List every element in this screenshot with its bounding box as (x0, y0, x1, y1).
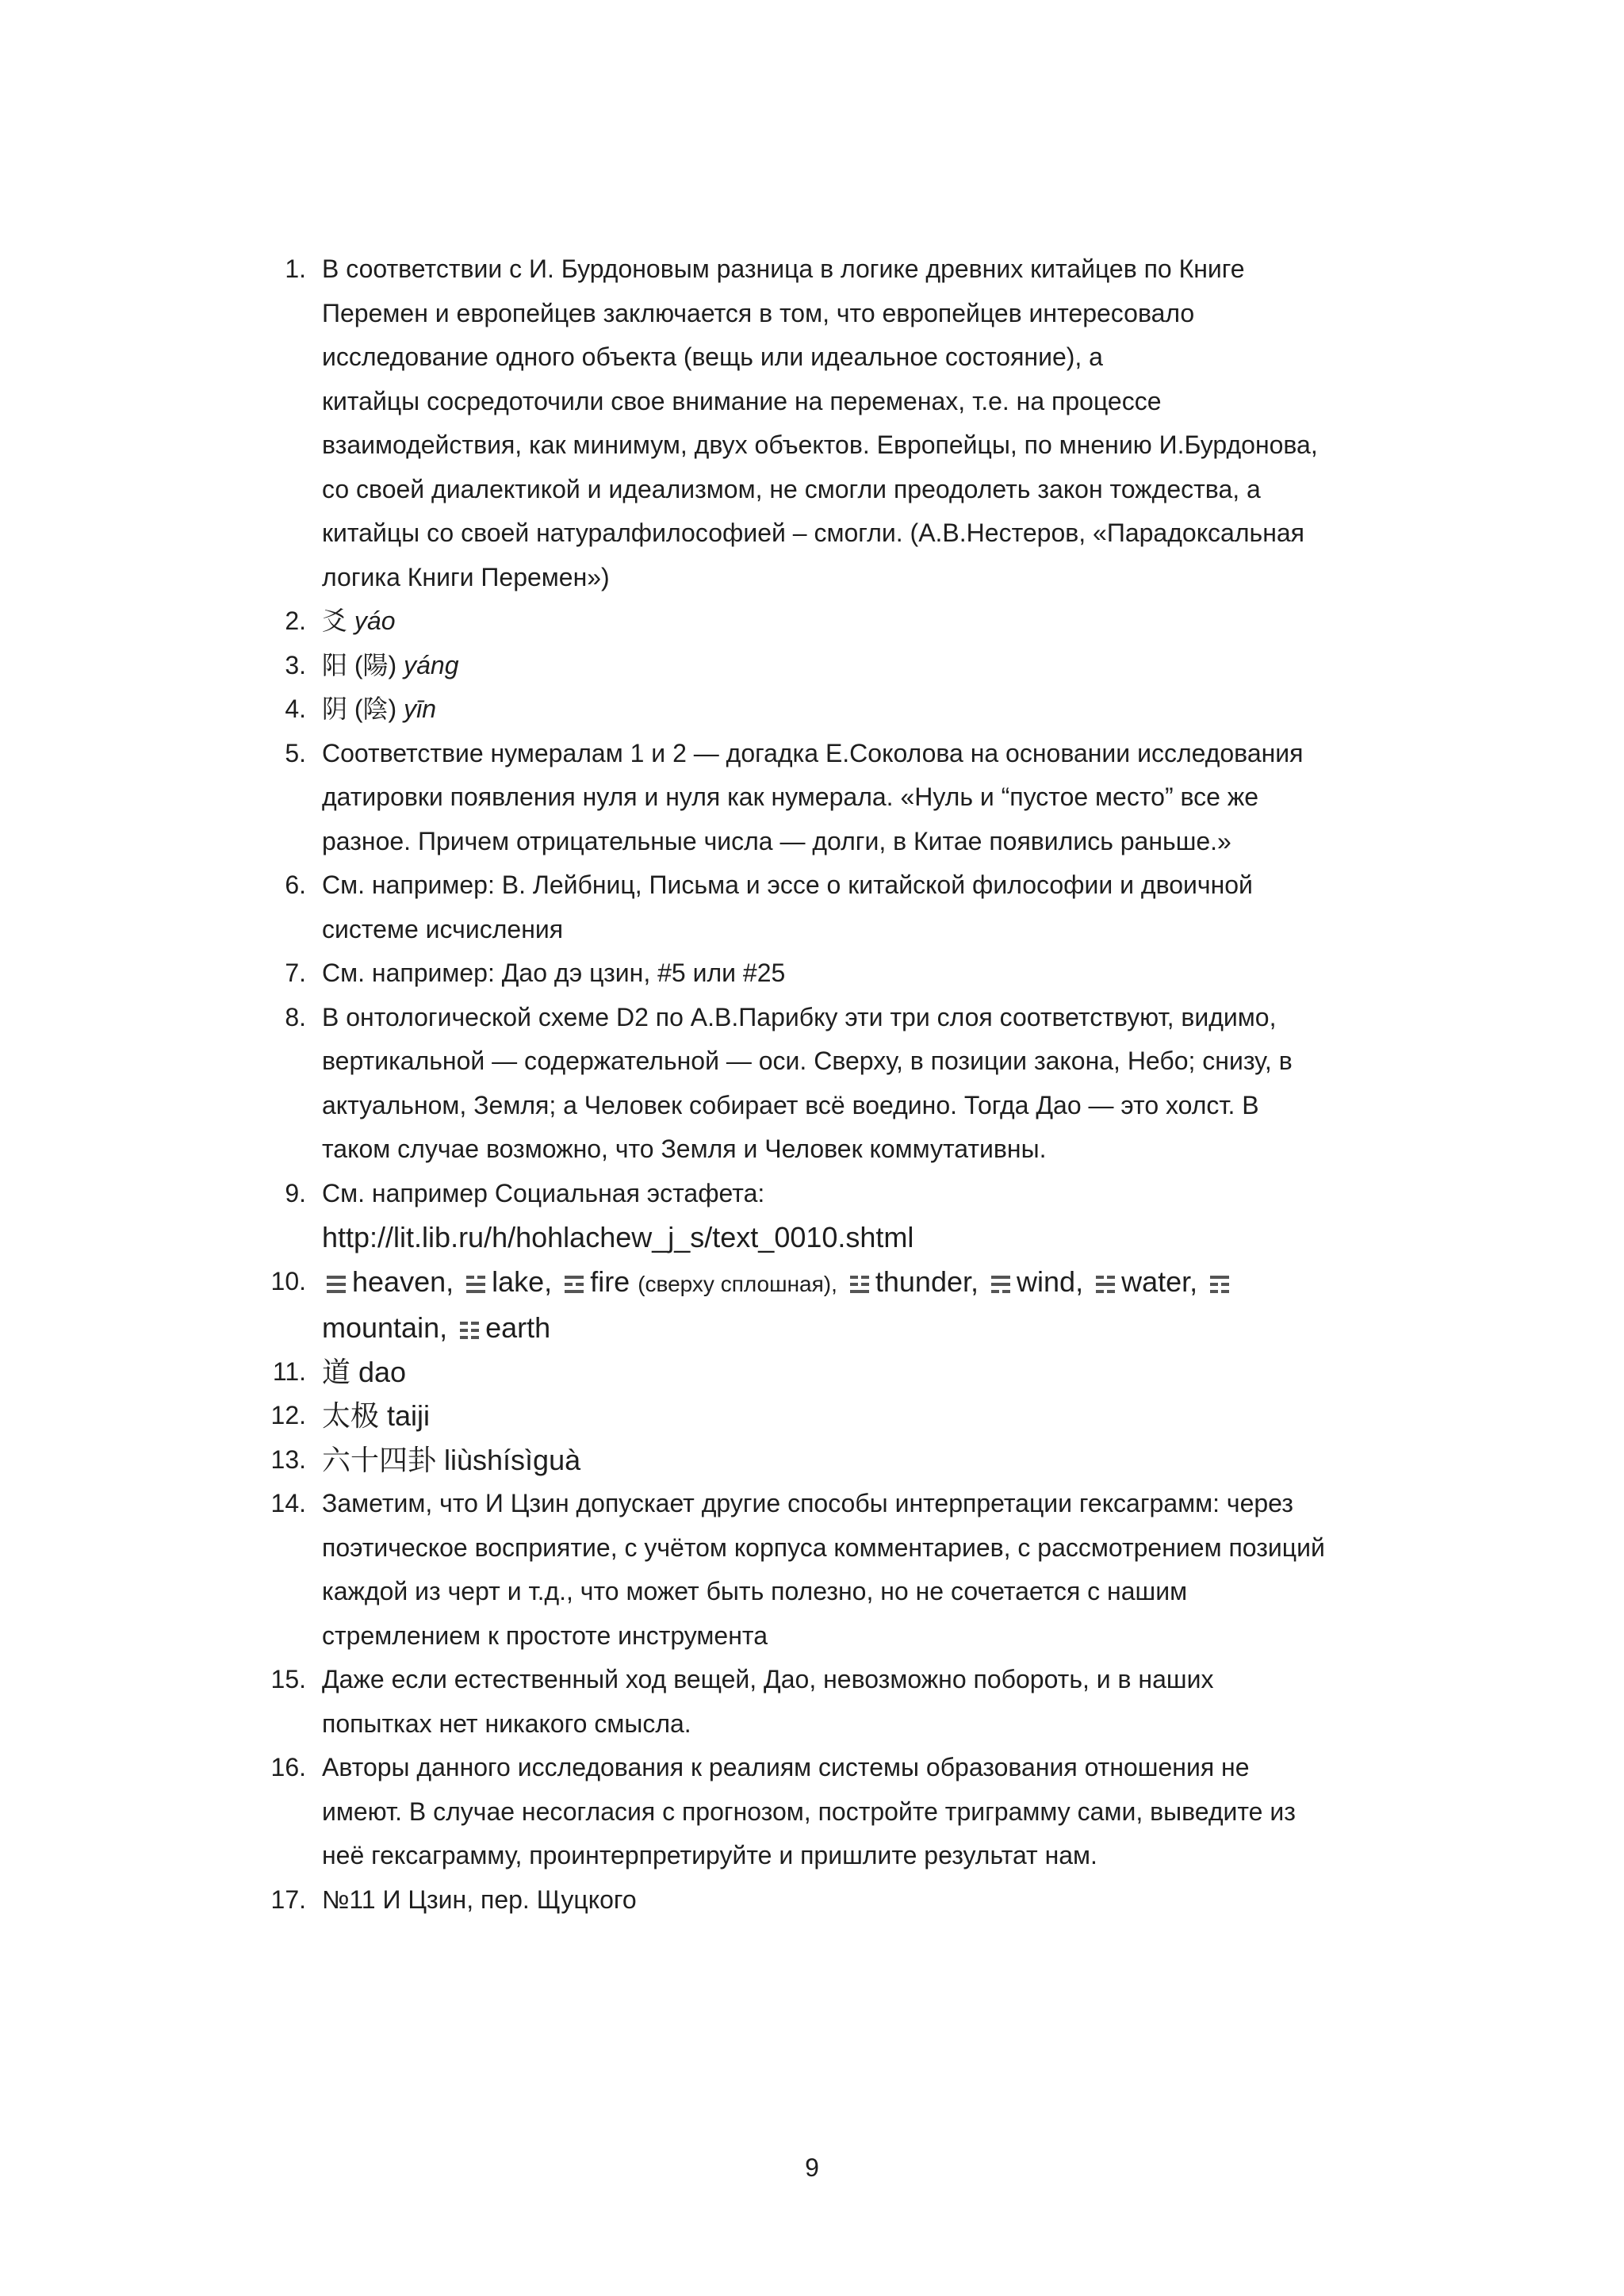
footnote-14 (266, 1482, 1369, 1658)
footnote-number: 10. (270, 1266, 306, 1295)
footnote-text (322, 1658, 1369, 1746)
footnote-number: 8. (285, 1002, 306, 1031)
trigram-label: fire (590, 1265, 630, 1298)
footnote-9 (266, 1172, 1369, 1260)
footnote-7 (266, 951, 1369, 996)
text-line: взаимодействия, как минимум, двух объектов. Европейцы, по мнению И.Бурдонова, (322, 430, 1318, 459)
footnote-2 (266, 599, 1369, 644)
trigram-label: thunder, (875, 1265, 979, 1298)
text-line: исследование одного объекта (вещь или идеальное состояние), а (322, 342, 1103, 371)
footnote-number: 14. (270, 1489, 306, 1517)
hanzi: 阴 (陰) (322, 695, 397, 723)
footnote-4 (266, 687, 1369, 732)
url-link[interactable]: http://lit.lib.ru/h/hohlachew_j_s/text_0010.shtml (322, 1221, 914, 1253)
footnote-number: 4. (285, 695, 306, 723)
footnote-number: 15. (270, 1665, 306, 1693)
text-line: китайцы сосредоточили свое внимание на переменах, т.е. на процессе (322, 386, 1162, 415)
hanzi: 阳 (陽) (322, 650, 397, 679)
pinyin: yáng (404, 650, 459, 679)
footnote-1 (266, 247, 1369, 599)
footnote-text (322, 863, 1369, 951)
text-line: датировки появления нуля и нуля как нумерала. «Нуль и “пустое место” все же (322, 783, 1259, 811)
footnote-text (322, 1172, 1369, 1260)
footnote-12 (266, 1394, 1369, 1438)
text-line: 六十四卦 liùshísìguà (322, 1443, 581, 1476)
trigram-water-icon (1096, 1276, 1115, 1293)
footnote-number: 3. (285, 650, 306, 679)
footnote-text (322, 247, 1369, 599)
footnote-number: 12. (270, 1401, 306, 1429)
text-line: См. например: Дао дэ цзин, #5 или #25 (322, 959, 786, 987)
page-number: 9 (805, 2153, 819, 2182)
text-line: Соответствие нумералам 1 и 2 — догадка Е.Соколова на основании исследования (322, 738, 1304, 767)
footnote-11 (266, 1350, 1369, 1395)
text-line: таком случае возможно, что Земля и Человек коммутативны. (322, 1135, 1047, 1163)
text-line: 太极 taiji (322, 1399, 431, 1432)
footnote-text (322, 1746, 1369, 1878)
text-line: №11 И Цзин, пер. Щуцкого (322, 1885, 637, 1914)
footnote-text (322, 599, 1369, 644)
text-line: Авторы данного исследования к реалиям системы образования отношения не (322, 1753, 1250, 1781)
footnote-text (322, 732, 1369, 864)
text-line: 道 dao (322, 1355, 407, 1388)
footnote-number: 9. (285, 1178, 306, 1207)
trigram-heaven-icon (327, 1276, 346, 1293)
text-line: китайцы со своей натуралфилософией – смогли. (А.В.Нестеров, «Парадоксальная (322, 519, 1304, 547)
trigram-fire-icon (565, 1276, 584, 1293)
text-line: См. например: В. Лейбниц, Письма и эссе о китайской философии и двоичной (322, 871, 1253, 899)
text-line: попытках нет никакого смысла. (322, 1709, 691, 1738)
footnote-text (322, 687, 1369, 732)
text-line: Перемен и европейцев заключается в том, что европейцев интересовало (322, 298, 1195, 327)
pinyin: yáo (354, 607, 396, 635)
text-line: Даже если естественный ход вещей, Дао, невозможно побороть, и в наших (322, 1665, 1214, 1693)
trigram-label: wind, (1017, 1265, 1084, 1298)
trigram-label: earth (485, 1311, 551, 1344)
footnote-number: 2. (285, 607, 306, 635)
footnote-text (322, 644, 1369, 688)
footnote-16 (266, 1746, 1369, 1878)
footnote-number: 6. (285, 871, 306, 899)
footnote-number: 17. (270, 1885, 306, 1914)
text-line: со своей диалектикой и идеализмом, не смогли преодолеть закон тождества, а (322, 474, 1261, 503)
footnote-number: 11. (272, 1357, 306, 1386)
footnote-text (322, 1350, 1369, 1395)
footnote-15 (266, 1658, 1369, 1746)
footnote-text (322, 1878, 1369, 1923)
footnote-5 (266, 732, 1369, 864)
text-line: вертикальной — содержательной — оси. Сверху, в позиции закона, Небо; снизу, в (322, 1047, 1293, 1075)
trigram-mountain-icon (1210, 1276, 1229, 1293)
text-line: В соответствии с И. Бурдоновым разница в логике древних китайцев по Книге (322, 254, 1245, 283)
footnote-number: 13. (270, 1445, 306, 1474)
footnote-number: 1. (285, 254, 306, 283)
text-line: Заметим, что И Цзин допускает другие способы интерпретации гексаграмм: через (322, 1489, 1293, 1517)
trigram-lake-icon (466, 1276, 485, 1293)
text-line: системе исчисления (322, 914, 564, 943)
footnote-number: 7. (285, 959, 306, 987)
pinyin: yīn (404, 695, 437, 723)
text-line: См. например Социальная эстафета: (322, 1178, 765, 1207)
footnote-text (322, 1482, 1369, 1658)
hanzi: 爻 (322, 607, 348, 635)
text-line: каждой из черт и т.д., что может быть полезно, но не сочетается с нашим (322, 1577, 1188, 1605)
trigram-label: mountain, (322, 1311, 448, 1344)
text-line: поэтическое восприятие, с учётом корпуса комментариев, с рассмотрением позиций (322, 1533, 1325, 1562)
trigram-label: lake, (492, 1265, 553, 1298)
trigram-note: (сверху сплошная), (638, 1271, 837, 1296)
footnote-number: 5. (285, 738, 306, 767)
text-line: неё гексаграмму, проинтерпретируйте и пришлите результат нам. (322, 1841, 1097, 1869)
text-line: стремлением к простоте инструмента (322, 1621, 768, 1650)
trigram-thunder-icon (850, 1276, 869, 1293)
footnote-text (322, 951, 1369, 996)
footnote-text (322, 1438, 1369, 1483)
footnote-10 (266, 1260, 1369, 1350)
text-line: логика Книги Перемен») (322, 562, 610, 591)
footnote-text (322, 1260, 1369, 1350)
trigram-label: heaven, (352, 1265, 454, 1298)
footnote-text (322, 996, 1369, 1172)
text-line: В онтологической схеме D2 по А.В.Парибку эти три слоя соответствуют, видимо, (322, 1002, 1277, 1031)
footnote-3 (266, 644, 1369, 688)
footnote-17 (266, 1878, 1369, 1923)
footnote-number: 16. (270, 1753, 306, 1781)
text-line: разное. Причем отрицательные числа — долги, в Китае появились раньше.» (322, 826, 1231, 855)
text-line: имеют. В случае несогласия с прогнозом, постройте триграмму сами, выведите из (322, 1797, 1296, 1826)
footnote-6 (266, 863, 1369, 951)
trigram-earth-icon (460, 1322, 479, 1339)
footnote-text (322, 1394, 1369, 1438)
footnote-8 (266, 996, 1369, 1172)
text-line: актуальном, Земля; а Человек собирает всё воедино. Тогда Дао — это холст. В (322, 1090, 1259, 1119)
trigram-label: water, (1121, 1265, 1198, 1298)
footnotes-list (266, 247, 1369, 1922)
footnote-13 (266, 1438, 1369, 1483)
trigram-wind-icon (991, 1276, 1010, 1293)
